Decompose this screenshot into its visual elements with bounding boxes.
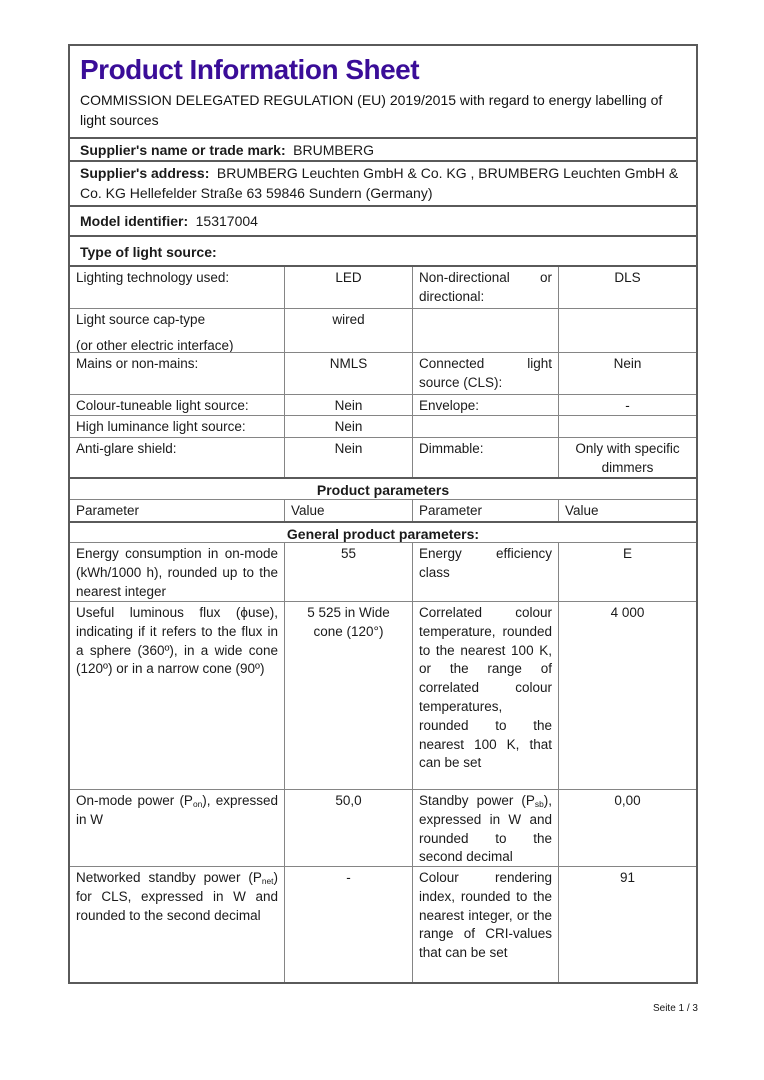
general-parameters-banner: General product parameters: bbox=[70, 521, 696, 542]
value-cell: 50,0 bbox=[284, 790, 412, 866]
product-parameters-banner: Product parameters bbox=[70, 477, 696, 499]
param-cell: Colour-tuneable light source: bbox=[76, 398, 249, 413]
param-cell bbox=[412, 309, 558, 352]
param-cell: Energy consumption in on-mode (kWh/1000 h), rounded up to the nearest integer bbox=[76, 546, 278, 599]
supplier-address-label: Supplier's address: bbox=[80, 165, 210, 181]
param-cell: Connected light source (CLS): bbox=[412, 353, 558, 394]
param-cell: Anti-glare shield: bbox=[76, 441, 177, 456]
table-row bbox=[70, 866, 696, 982]
table-row bbox=[70, 542, 696, 601]
value-cell: 0,00 bbox=[558, 790, 696, 866]
value-cell: LED bbox=[284, 267, 412, 308]
type-of-light-source-row bbox=[70, 235, 696, 265]
param-cell: Energy efficiency class bbox=[412, 543, 558, 601]
param-cell: Dimmable: bbox=[412, 438, 558, 477]
table-row bbox=[70, 308, 696, 352]
supplier-name-row bbox=[70, 137, 696, 160]
param-cell: High luminance light source: bbox=[76, 419, 246, 434]
value-cell: - bbox=[284, 867, 412, 982]
page-number: Seite 1 / 3 bbox=[652, 1003, 698, 1014]
table-row bbox=[70, 415, 696, 437]
value-cell: Nein bbox=[284, 438, 412, 477]
supplier-name-label: Supplier's name or trade mark: bbox=[80, 142, 286, 158]
value-cell bbox=[558, 416, 696, 437]
table-row bbox=[70, 352, 696, 394]
model-identifier-value: 15317004 bbox=[195, 213, 258, 229]
column-header: Parameter bbox=[412, 500, 558, 521]
column-header-row bbox=[70, 499, 696, 521]
value-cell: - bbox=[558, 395, 696, 415]
title-block bbox=[70, 46, 696, 137]
model-identifier-label: Model identifier: bbox=[80, 213, 189, 229]
value-cell: 5 525 in Wide cone (120°) bbox=[284, 602, 412, 789]
value-cell: 91 bbox=[558, 867, 696, 982]
param-cell: Standby power $(P_{sb})$, expressed in W and rounded to the second decimal bbox=[412, 790, 558, 866]
product-information-sheet bbox=[68, 44, 698, 984]
table-row bbox=[70, 394, 696, 415]
type-of-light-source-label: Type of light source: bbox=[80, 244, 217, 260]
model-identifier-row bbox=[70, 205, 696, 235]
cap-type-line2: (or other electric interface) bbox=[76, 337, 234, 352]
supplier-name-value: BRUMBERG bbox=[293, 142, 375, 158]
param-cell: Useful luminous flux (ϕuse), indicating if it refers to the flux in a sphere (360º), in a wide cone (120º) or in a narrow cone (90º) bbox=[76, 605, 278, 677]
value-cell bbox=[558, 309, 696, 352]
param-cell bbox=[70, 309, 284, 352]
param-cell bbox=[412, 416, 558, 437]
cap-type-line1: Light source cap-type bbox=[76, 312, 206, 327]
param-cell: Envelope: bbox=[412, 395, 558, 415]
column-header: Value bbox=[558, 500, 696, 521]
value-cell: DLS bbox=[558, 267, 696, 308]
param-cell: Non-directional or directional: bbox=[412, 267, 558, 308]
value-cell: Nein bbox=[284, 395, 412, 415]
regulation-subtitle: COMMISSION DELEGATED REGULATION (EU) 2019/2015 with regard to energy labelling of light sources bbox=[80, 92, 663, 128]
value-cell: 55 bbox=[284, 543, 412, 601]
param-cell: Mains or non-mains: bbox=[76, 356, 199, 371]
column-header: Parameter bbox=[76, 503, 140, 518]
param-cell: On-mode power $(P_{on})$, expressed in W bbox=[76, 793, 278, 827]
value-cell: NMLS bbox=[284, 353, 412, 394]
column-header: Value bbox=[284, 500, 412, 521]
table-row bbox=[70, 437, 696, 477]
supplier-address-value: BRUMBERG Leuchten GmbH & Co. KG , BRUMBERG Leuchten GmbH & Co. KG Hellefelder Straße 63 59846 Sundern (Germany) bbox=[80, 165, 679, 201]
table-row bbox=[70, 789, 696, 866]
value-cell: Only with specific dimmers bbox=[558, 438, 696, 477]
param-cell: Correlated colour temperature, rounded to the nearest 100 K, or the range of correlated colour temperatures, rounded to the nearest 100 K, that can be set bbox=[412, 602, 558, 789]
table-row bbox=[70, 601, 696, 789]
param-cell: Colour rendering index, rounded to the nearest integer, or the range of CRI-values that can be set bbox=[412, 867, 558, 982]
value-cell: Nein bbox=[558, 353, 696, 394]
value-cell: Nein bbox=[284, 416, 412, 437]
page-title: Product Information Sheet bbox=[80, 54, 420, 85]
table-row bbox=[70, 265, 696, 308]
param-cell: Networked standby power $(P_{net})$ for CLS, expressed in W and rounded to the second decimal bbox=[76, 870, 278, 923]
value-cell: 4 000 bbox=[558, 602, 696, 789]
param-cell: Lighting technology used: bbox=[76, 270, 230, 285]
value-cell: wired bbox=[284, 309, 412, 352]
value-cell: E bbox=[558, 543, 696, 601]
supplier-address-row bbox=[70, 160, 696, 205]
